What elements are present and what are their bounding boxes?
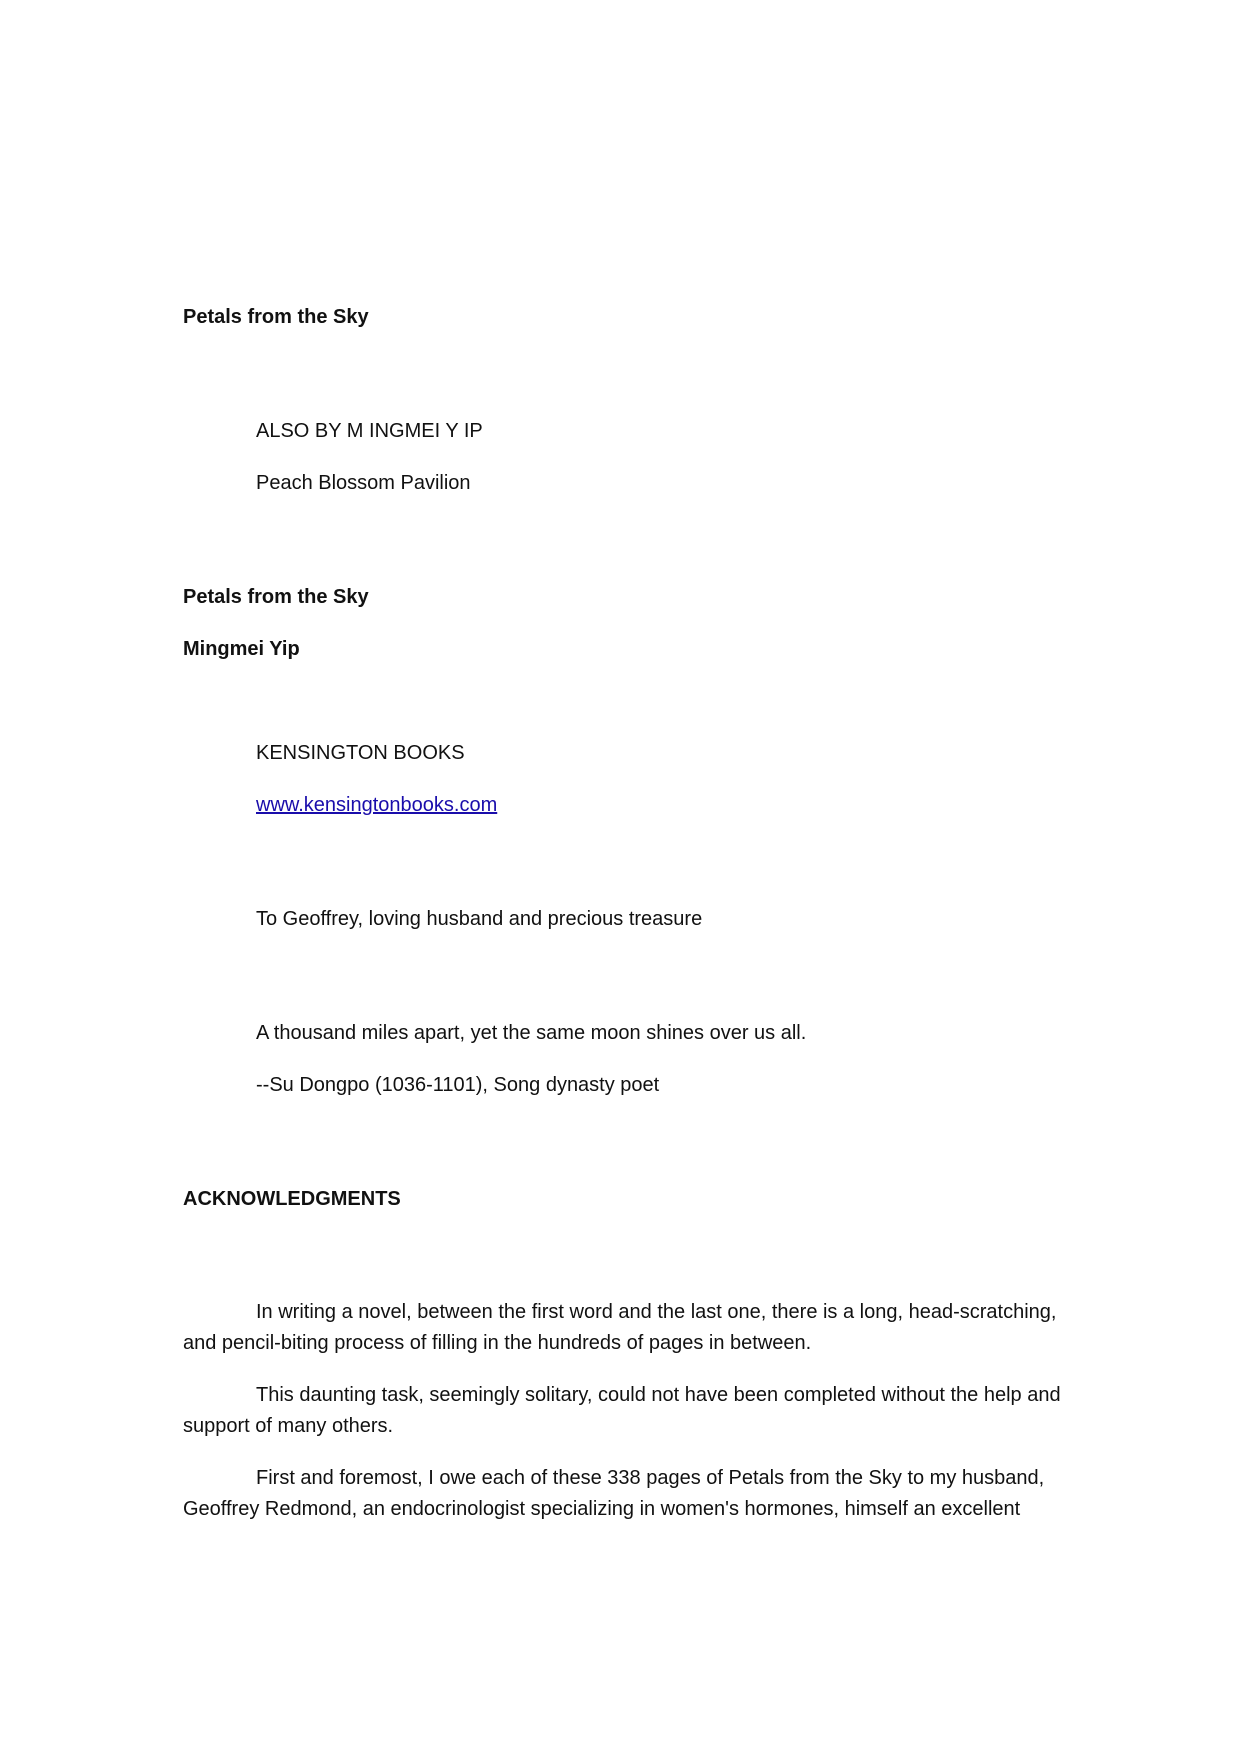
acknowledgments-paragraph: In writing a novel, between the first word and the last one, there is a long, head-scratching, and pencil-biting process of filling in the hundreds of pages in between. — [183, 1301, 1057, 1354]
acknowledgments-paragraph: First and foremost, I owe each of these 338 pages of Petals from the Sky to my husband, Geoffrey Redmond, an endocrinologist specializing in women's hormones, himself an excellent — [183, 1467, 1045, 1520]
epigraph-attribution: --Su Dongpo (1036-1101), Song dynasty poet — [256, 1074, 660, 1096]
epigraph: A thousand miles apart, yet the same moon shines over us all. — [256, 1022, 807, 1044]
book-title: Petals from the Sky — [183, 306, 369, 328]
acknowledgments-paragraph: This daunting task, seemingly solitary, could not have been completed without the help and support of many others. — [183, 1384, 1061, 1437]
dedication: To Geoffrey, loving husband and precious treasure — [256, 908, 703, 930]
also-by-heading: ALSO BY M INGMEI Y IP — [256, 420, 483, 442]
publisher-name: KENSINGTON BOOKS — [256, 742, 465, 764]
publisher-link[interactable]: www.kensingtonbooks.com — [256, 794, 498, 816]
title-page-author: Mingmei Yip — [183, 638, 300, 660]
also-by-book-title: Peach Blossom Pavilion — [256, 472, 471, 494]
acknowledgments-heading: ACKNOWLEDGMENTS — [183, 1188, 401, 1210]
title-page-title: Petals from the Sky — [183, 586, 369, 608]
